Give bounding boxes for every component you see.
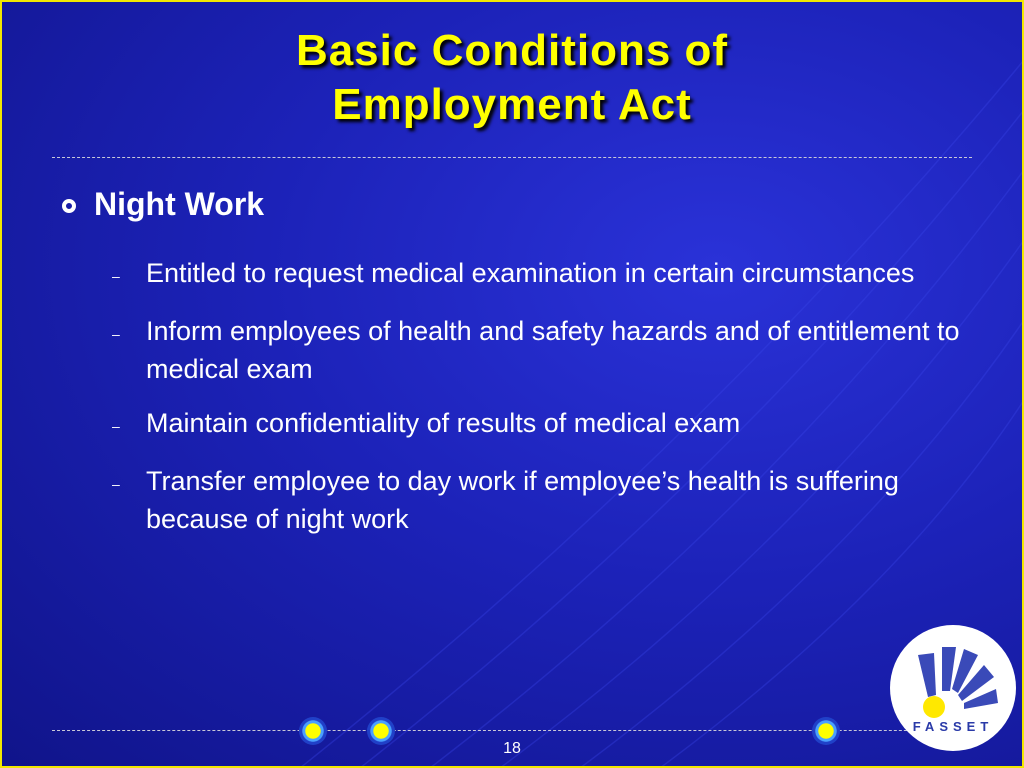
section-heading [62, 184, 264, 224]
title-divider [52, 157, 972, 158]
list-item-text: Inform employees of health and safety hazards and of entitlement to medical exam [146, 316, 960, 384]
list-item [112, 254, 982, 296]
list-item-text: Transfer employee to day work if employee’s health is suffering because of night work [146, 466, 899, 534]
hollow-circle-bullet-icon [62, 199, 76, 213]
list-item [112, 312, 982, 388]
bullet-list [112, 254, 982, 554]
heading-text: Night Work [94, 186, 265, 222]
logo-text: FASSET [912, 719, 994, 734]
fasset-logo [890, 625, 1016, 751]
list-item [112, 404, 982, 446]
dash-bullet-icon: – [112, 476, 120, 492]
dash-bullet-icon: – [112, 326, 120, 342]
slide-title [0, 24, 1024, 132]
list-item [112, 462, 982, 538]
dash-bullet-icon: – [112, 418, 120, 434]
title-line-2: Employment Act [332, 80, 692, 129]
title-line-1: Basic Conditions of [295, 26, 729, 75]
page-number: 18 [503, 740, 521, 757]
list-item-text: Entitled to request medical examination in certain circumstances [146, 258, 915, 288]
dash-bullet-icon: – [112, 268, 120, 284]
list-item-text: Maintain confidentiality of results of medical exam [146, 408, 741, 438]
